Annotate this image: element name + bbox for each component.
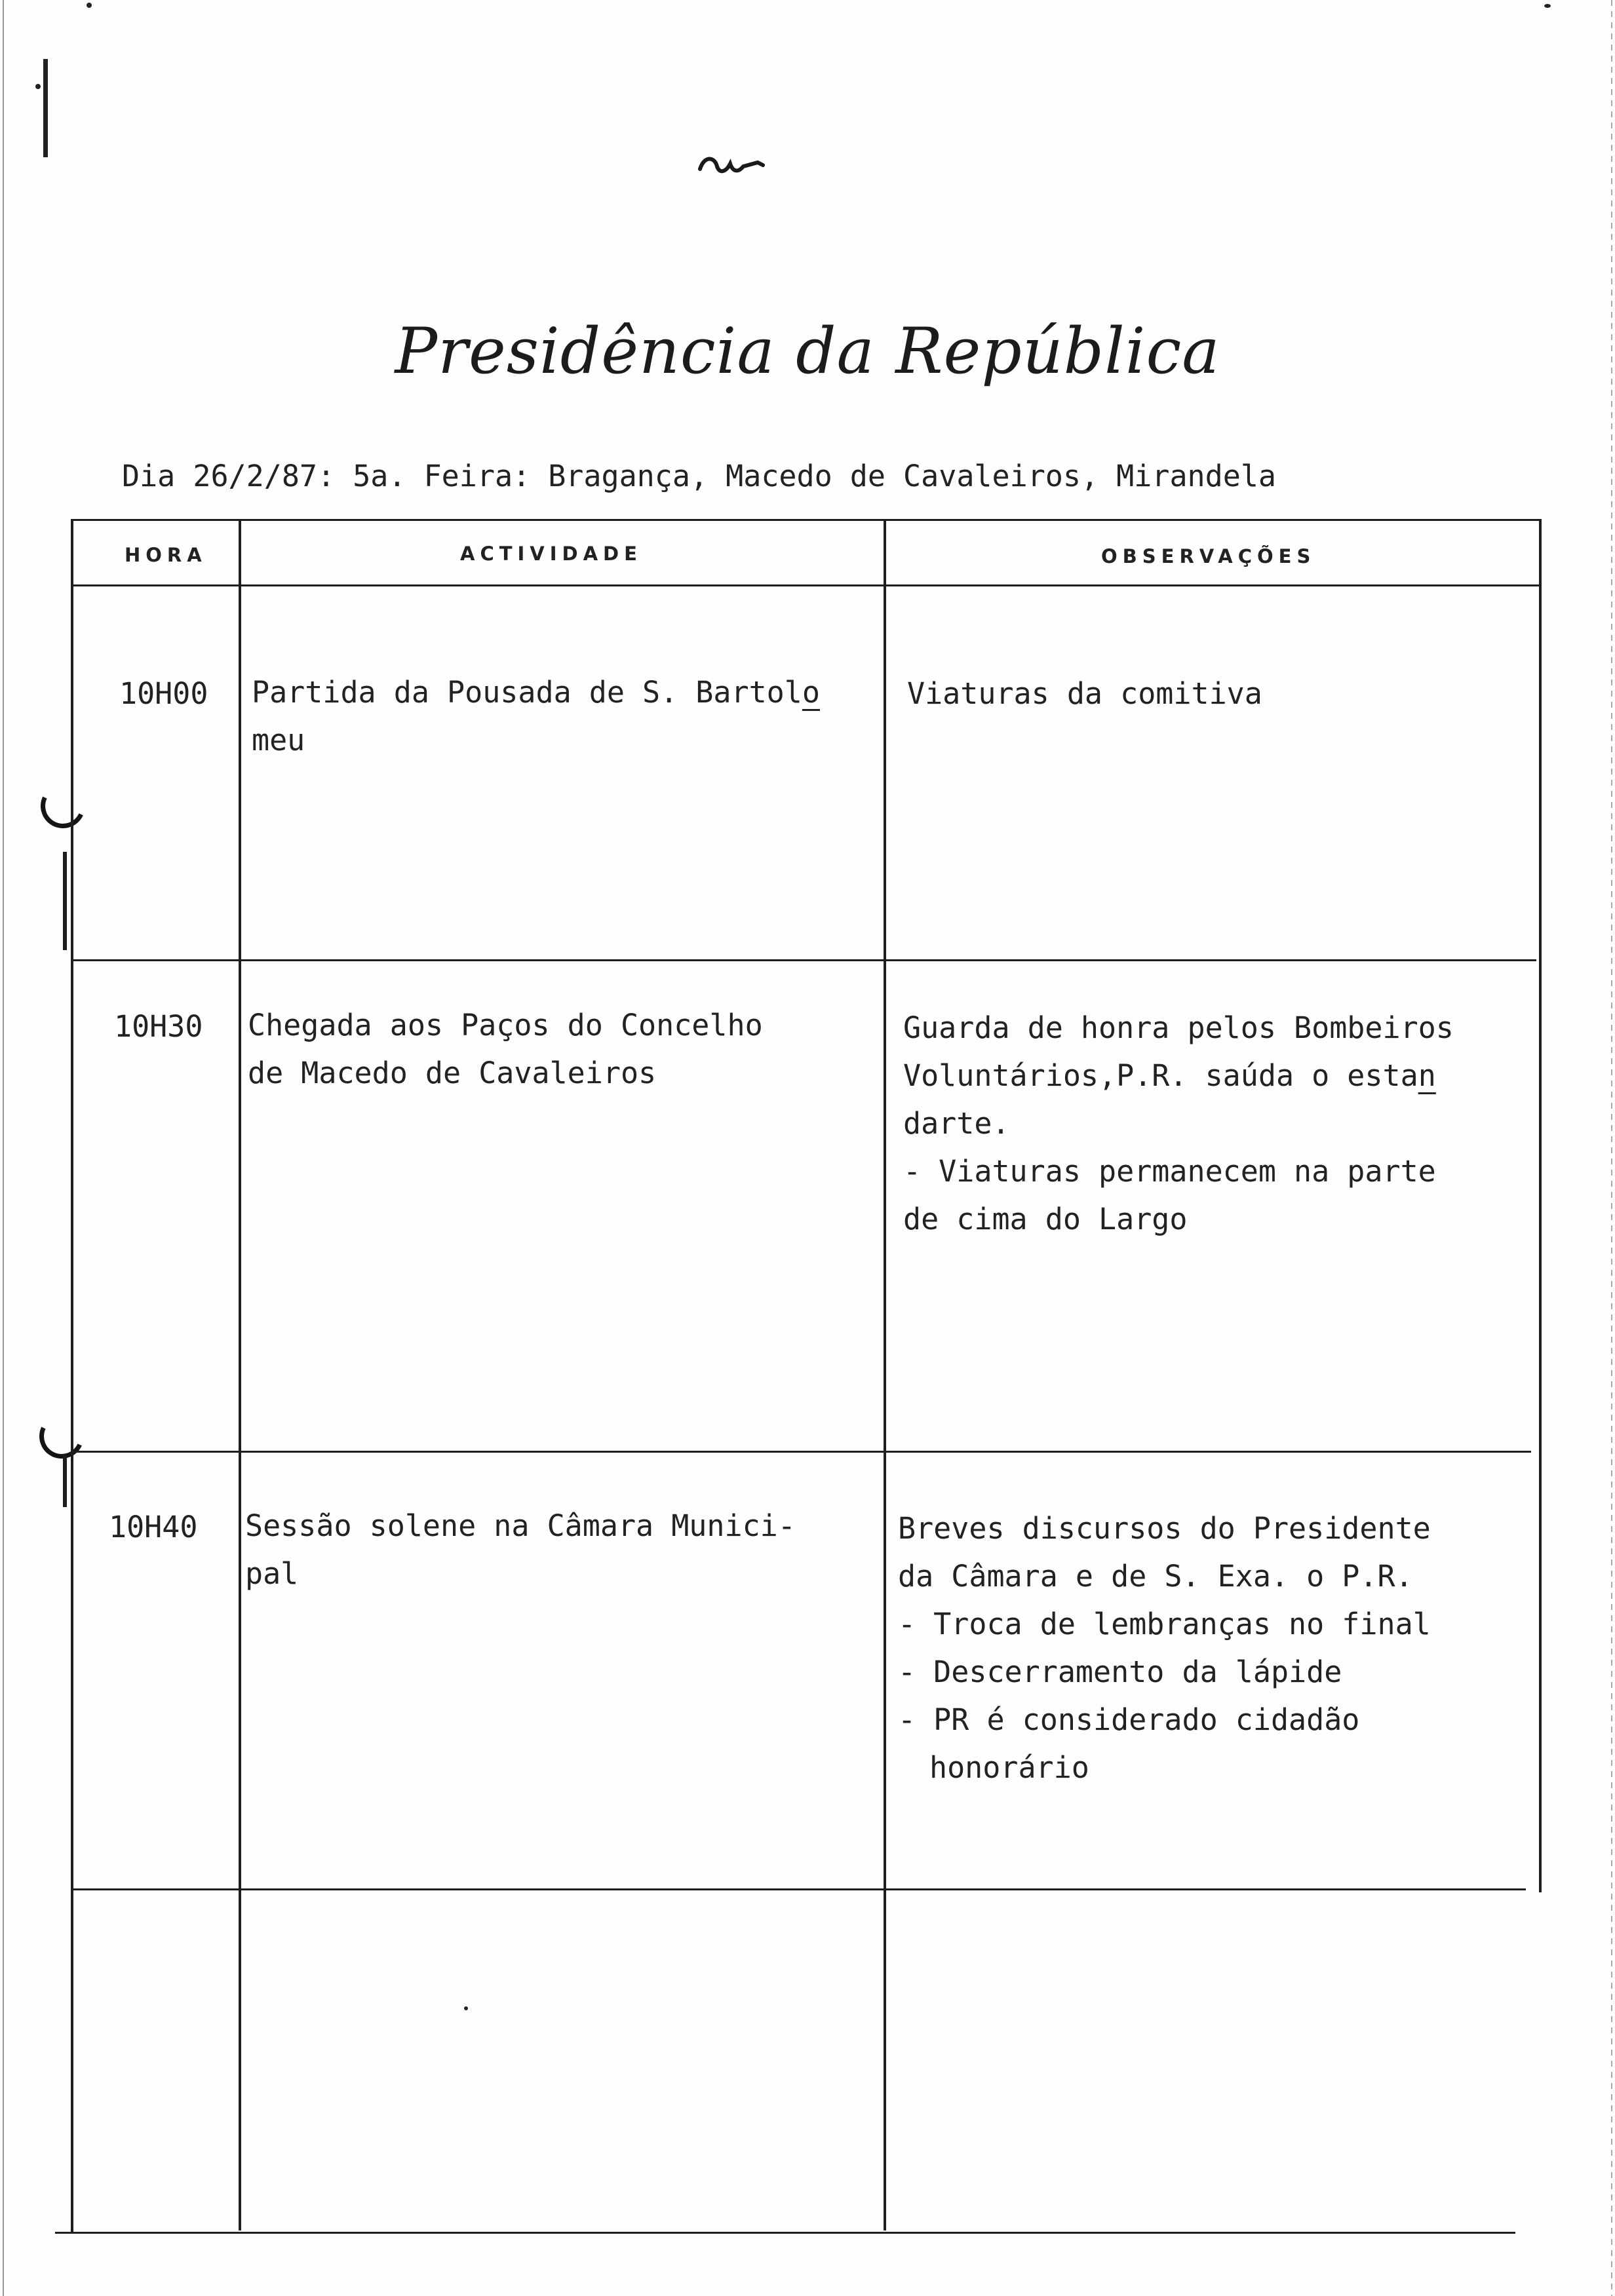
observation-line: - Descerramento da lápide	[898, 1655, 1342, 1689]
row-time: 10H40	[109, 1510, 198, 1544]
table-rule	[55, 2232, 1515, 2234]
table-rule	[239, 519, 241, 2230]
scan-speck	[87, 3, 92, 8]
observation-line: - Viaturas permanecem na parte	[903, 1154, 1436, 1189]
observation-line: honorário	[929, 1750, 1089, 1785]
observation-line: Breves discursos do Presidente	[898, 1511, 1431, 1546]
scan-speck	[35, 84, 41, 89]
handwritten-mark	[695, 152, 773, 178]
schedule-table	[71, 519, 1542, 2233]
table-rule	[1539, 519, 1542, 1892]
table-rule	[71, 519, 1542, 521]
observation-line: Viaturas da comitiva	[907, 676, 1262, 711]
observation-line: darte.	[903, 1106, 1010, 1141]
row-activity	[245, 1502, 796, 1598]
scan-speck	[464, 2006, 468, 2010]
table-rule	[71, 959, 1536, 961]
observation-line: Voluntários,P.R. saúda o esta	[903, 1058, 1418, 1093]
observation-line: Guarda de honra pelos Bombeiros	[903, 1010, 1454, 1045]
row-observations	[907, 670, 1262, 718]
activity-text-underlined: o	[802, 675, 820, 710]
row-observations	[898, 1504, 1431, 1791]
activity-text: de Macedo de Cavaleiros	[248, 1056, 657, 1090]
observation-line: - PR é considerado cidadão	[898, 1702, 1360, 1737]
column-header-observacoes: OBSERVAÇÕES	[1101, 545, 1316, 567]
scan-speck	[1544, 4, 1551, 8]
punch-mark	[43, 59, 48, 157]
row-observations	[903, 1004, 1454, 1243]
date-line: Dia 26/2/87: 5a. Feira: Bragança, Macedo de Cavaleiros, Mirandela	[122, 459, 1276, 493]
binder-rule	[63, 1455, 67, 1507]
activity-text: meu	[252, 723, 305, 757]
activity-text: pal	[245, 1556, 299, 1591]
table-rule	[71, 519, 73, 2233]
row-activity	[252, 668, 820, 764]
binder-rule	[63, 852, 67, 950]
table-rule	[71, 584, 1542, 586]
observation-line: de cima do Largo	[903, 1202, 1188, 1236]
activity-text: Chegada aos Paços do Concelho	[248, 1008, 763, 1043]
observation-line: - Troca de lembranças no final	[898, 1607, 1431, 1641]
activity-text: Sessão solene na Câmara Munici-	[245, 1508, 796, 1543]
column-header-actividade: ACTIVIDADE	[460, 543, 642, 565]
letterhead-title: Presidência da República	[395, 315, 1220, 388]
row-time: 10H00	[119, 676, 208, 711]
table-rule	[71, 1888, 1526, 1890]
row-time: 10H30	[114, 1009, 203, 1044]
observation-text-underlined: n	[1418, 1058, 1436, 1093]
table-rule	[884, 519, 886, 2230]
row-activity	[248, 1001, 763, 1097]
activity-text: Partida da Pousada de S. Bartol	[252, 675, 802, 710]
observation-line: da Câmara e de S. Exa. o P.R.	[898, 1559, 1413, 1594]
column-header-hora: HORA	[125, 544, 207, 566]
table-rule	[71, 1451, 1531, 1453]
